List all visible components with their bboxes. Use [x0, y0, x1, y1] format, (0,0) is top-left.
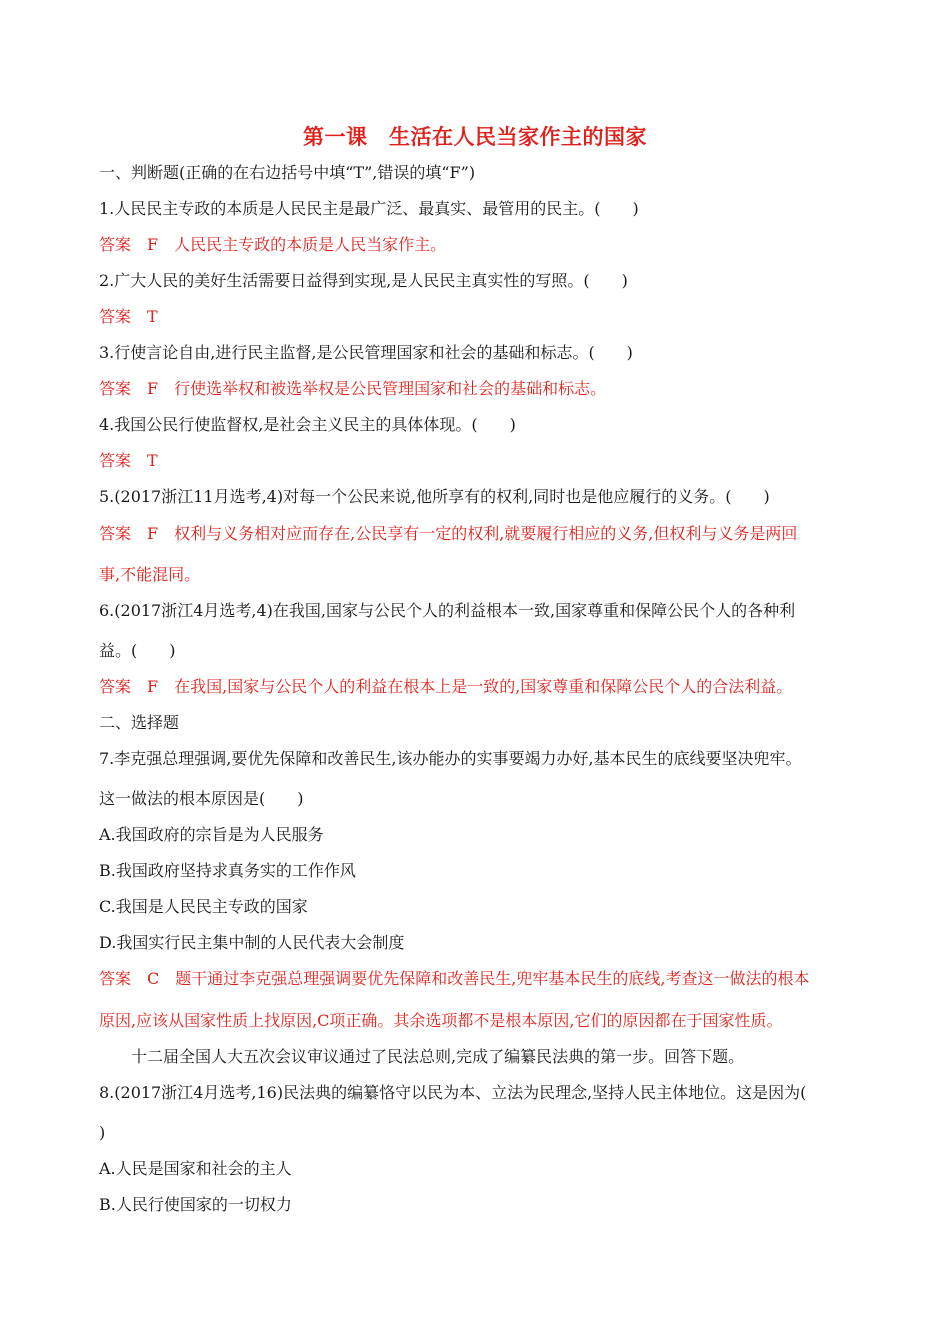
page-title: 第一课 生活在人民当家作主的国家 [303, 125, 647, 149]
answer-explanation: 题干通过李克强总理强调要优先保障和改善民生,兜牢基本民生的底线,考查这一做法的根本 [175, 969, 810, 988]
question-6-continued: 益。( ) [99, 641, 176, 660]
answer-5 [99, 523, 797, 545]
answer-key: F [147, 379, 159, 398]
question-7-continued: 这一做法的根本原因是( ) [99, 789, 304, 808]
answer-key: T [147, 451, 158, 470]
question-6: 6.(2017浙江4月选考,4)在我国,国家与公民个人的利益根本一致,国家尊重和保障公民个人的各种利 [99, 601, 796, 620]
question-7: 7.李克强总理强调,要优先保障和改善民生,该办能办的实事要竭力办好,基本民生的底线要坚决兜牢。 [99, 749, 802, 768]
section2-heading: 二、选择题 [99, 713, 180, 732]
answer-5-continued: 事,不能混同。 [99, 565, 201, 584]
answer-explanation: 人民民主专政的本质是人民当家作主。 [174, 235, 447, 254]
answer-explanation: 在我国,国家与公民个人的利益在根本上是一致的,国家尊重和保障公民个人的合法利益。 [174, 677, 793, 696]
answer-1 [99, 234, 446, 256]
answer-key: F [147, 524, 159, 543]
question-1: 1.人民民主专政的本质是人民民主是最广泛、最真实、最管用的民主。( ) [99, 199, 639, 218]
material-intro: 十二届全国人大五次会议审议通过了民法总则,完成了编纂民法典的第一步。回答下题。 [131, 1047, 745, 1066]
answer-2 [99, 306, 158, 328]
answer-7 [99, 968, 809, 990]
question-2: 2.广大人民的美好生活需要日益得到实现,是人民民主真实性的写照。( ) [99, 271, 628, 290]
answer-4 [99, 450, 158, 472]
option-b: B.我国政府坚持求真务实的工作作风 [99, 861, 356, 880]
option-c: C.我国是人民民主专政的国家 [99, 897, 308, 916]
answer-label: 答案 [99, 379, 132, 398]
answer-label: 答案 [99, 524, 132, 543]
answer-label: 答案 [99, 451, 132, 470]
question-5: 5.(2017浙江11月选考,4)对每一个公民来说,他所享有的权利,同时也是他应履行的义务。( ) [99, 487, 770, 506]
section1-heading: 一、判断题(正确的在右边括号中填“T”,错误的填“F”) [99, 163, 476, 182]
answer-explanation: 行使选举权和被选举权是公民管理国家和社会的基础和标志。 [174, 379, 607, 398]
answer-label: 答案 [99, 307, 132, 326]
option-a: A.人民是国家和社会的主人 [99, 1159, 292, 1178]
answer-label: 答案 [99, 235, 132, 254]
option-b: B.人民行使国家的一切权力 [99, 1195, 292, 1214]
question-4: 4.我国公民行使监督权,是社会主义民主的具体体现。( ) [99, 415, 516, 434]
answer-6 [99, 676, 792, 698]
option-a: A.我国政府的宗旨是为人民服务 [99, 825, 324, 844]
question-8-continued: ) [99, 1123, 106, 1142]
answer-3 [99, 378, 606, 400]
answer-key: F [147, 677, 159, 696]
answer-key: F [147, 235, 159, 254]
question-8: 8.(2017浙江4月选考,16)民法典的编纂恪守以民为本、立法为民理念,坚持人民主体地位。这是因为( [99, 1083, 807, 1102]
question-3: 3.行使言论自由,进行民主监督,是公民管理国家和社会的基础和标志。( ) [99, 343, 633, 362]
answer-label: 答案 [99, 969, 132, 988]
answer-7-continued: 原因,应该从国家性质上找原因,C项正确。其余选项都不是根本原因,它们的原因都在于国家性质。 [99, 1011, 783, 1030]
answer-key: T [147, 307, 158, 326]
option-d: D.我国实行民主集中制的人民代表大会制度 [99, 933, 405, 952]
answer-explanation: 权利与义务相对应而存在,公民享有一定的权利,就要履行相应的义务,但权利与义务是两回 [174, 524, 798, 543]
answer-label: 答案 [99, 677, 132, 696]
answer-key: C [147, 969, 160, 988]
